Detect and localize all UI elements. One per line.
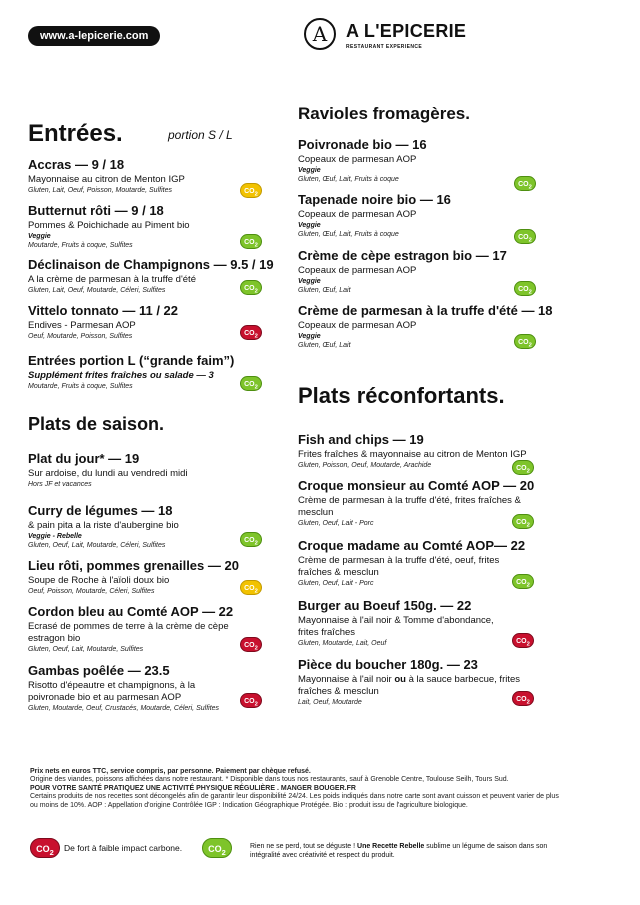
footer-health-note: POUR VOTRE SANTÉ PRATIQUEZ UNE ACTIVITÉ PHYSIQUE RÉGULIÈRE . MANGER BOUGER.FR [30,784,356,792]
item-description: Frites fraîches & mayonnaise au citron de Menton IGP [298,449,527,460]
co2-red-icon: $CO_2$ [240,325,262,340]
item-allergens: Hors JF et vacances [28,481,92,488]
item-description: Mayonnaise au citron de Menton IGP [28,174,185,185]
co2-yellow-icon: $CO_2$ [240,580,262,595]
item-allergens: Moutarde, Fruits à coque, Sulfites [28,383,133,390]
co2-red-icon: $CO_2$ [240,693,262,708]
co2-green-icon: $CO_2$ [514,176,536,191]
item-name: Vittelo tonnato — 11 / 22 [28,303,179,318]
item-allergens: Gluten, Œuf, Lait, Fruits à coque [298,231,399,238]
co2-red-icon: $CO_2$ [512,633,534,648]
item-allergens: Gluten, Moutarde, Oeuf, Crustacés, Moutarde, Céleri, Sulfites [28,705,220,712]
co2-green-icon: $CO_2$ [514,229,536,244]
menu-item [298,657,542,707]
website-url[interactable]: www.a-lepicerie.com [28,26,160,46]
item-allergens: Gluten, Œuf, Lait, Fruits à coque [298,176,399,183]
item-allergens: Gluten, Œuf, Lait [298,342,351,349]
veggie-label: Veggie [298,167,321,174]
co2-green-legend-icon: $CO_2$ [202,838,232,858]
item-description: Copeaux de parmesan AOP [298,209,417,220]
veggie-label: Veggie [298,222,321,229]
item-name: Pièce du boucher 180g. — 23 [298,657,478,672]
footer-origin-note: Origine des viandes, poissons affichées dans notre restaurant. * Disponible dans tous nos restaurants, sauf à Grenoble Centre, Toulouse Seilh, Tours Sud. [30,776,509,784]
item-description: Sur ardoise, du lundi au vendredi midi [28,468,188,479]
menu-item [298,538,530,588]
item-name: Butternut rôti — 9 / 18 [28,203,164,218]
co2-red-legend-icon: $CO_2$ [30,838,60,858]
co2-green-icon: $CO_2$ [512,574,534,589]
portion-note: portion S / L [168,128,233,142]
veggie-label: Veggie [298,333,321,340]
item-allergens: Oeuf, Moutarde, Poisson, Sulfites [28,333,133,340]
item-name: Accras — 9 / 18 [28,157,125,172]
item-allergens: Gluten, Oeuf, Lait - Porc [298,580,374,587]
item-name: Gambas poêlée — 23.5 [28,663,170,678]
item-name: Crème de cèpe estragon bio — 17 [298,248,507,263]
desc-part-bold: ou [394,674,406,685]
item-name: Croque madame au Comté AOP— 22 [298,538,526,553]
rebelle-part: sublime un légume de saison dans son intégralité avec créativité et respect du produit. [250,843,548,859]
footer-notes [30,768,562,810]
menu-item [28,663,238,713]
plats-reconfortants-title: Plats réconfortants. [298,383,505,408]
co2-green-icon: $CO_2$ [240,376,262,391]
item-allergens: Gluten, Oeuf, Lait, Moutarde, Céleri, Sulfites [28,542,166,549]
menu-item [298,598,510,648]
co2-green-icon: $CO_2$ [240,532,262,547]
rebelle-note [250,843,568,860]
desc-part: Mayonnaise à l'ail noir [298,674,395,685]
co2-red-icon: $CO_2$ [512,691,534,706]
co2-green-icon: $CO_2$ [240,234,262,249]
item-name: Plat du jour* — 19 [28,451,140,466]
item-name: Curry de légumes — 18 [28,503,173,518]
co2-green-icon: $CO_2$ [514,281,536,296]
co2-yellow-icon: $CO_2$ [240,183,262,198]
co2-red-icon: $CO_2$ [240,637,262,652]
co2-green-icon: $CO_2$ [240,280,262,295]
brand-name: A L'EPICERIE [346,21,467,41]
item-allergens: Oeuf, Poisson, Moutarde, Céleri, Sulfites [28,588,155,595]
menu-item [28,451,278,489]
ravioles-title: Ravioles fromagères. [298,104,470,123]
veggie-label: Veggie [298,278,321,285]
rebelle-part: Rien ne se perd, tout se déguste ! [250,843,358,850]
menu-item [28,604,256,654]
item-allergens: Moutarde, Fruits à coque, Sulfites [28,242,133,249]
item-name: Poivronade bio — 16 [298,137,427,152]
item-description: Crème de parmesan à la truffe d'été, frites fraîches & mesclun [298,495,521,518]
item-name: Croque monsieur au Comté AOP — 20 [298,478,535,493]
co2-green-icon: $CO_2$ [512,460,534,475]
item-description: Soupe de Roche à l'aïoli doux bio [28,575,170,586]
item-name: Cordon bleu au Comté AOP — 22 [28,604,234,619]
item-allergens: Gluten, Œuf, Lait [298,287,351,294]
item-description: Endives - Parmesan AOP [28,320,136,331]
item-allergens: Lait, Oeuf, Moutarde [298,699,362,706]
veggie-label: Veggie [28,233,51,240]
item-description: Risotto d'épeautre et champignons, à la poivronade bio et au parmesan AOP [28,680,196,703]
item-allergens: Gluten, Oeuf, Lait, Moutarde, Sulfites [28,646,144,653]
item-description: Mayonnaise à l'ail noir & Tomme d'abondance, frites fraîches [298,615,494,638]
item-name: Lieu rôti, pommes grenailles — 20 [28,558,239,573]
desc-part: à la sauce barbecue, frites fraîches & mesclun [298,674,521,697]
rebelle-part-bold: Une Recette Rebelle [357,843,425,850]
item-allergens: Gluten, Moutarde, Lait, Oeuf [298,640,387,647]
item-description: Pommes & Poichichade au Piment bio [28,220,190,231]
footer-price-note: Prix nets en euros TTC, service compris, par personne. Paiement par chèque refusé. [30,768,311,775]
footer-product-note: Certains produits de nos recettes sont décongelés afin de garantir leur disponibilité 24/24. Les poids indiqués dans notre carte sont avant cuisson et peuvent varier de plus ou moins de 10%. AOP : Appellation d'origine Contrôlée IGP : Indication Géographique Protégée. Bio : produit issu de l'agriculture biologique. [30,793,559,809]
brand-tagline: RESTAURANT EXPERIENCE [346,44,423,50]
co2-green-icon: $CO_2$ [512,514,534,529]
item-description: Supplément frites fraîches ou salade — 3 [28,370,214,381]
item-description: Copeaux de parmesan AOP [298,320,417,331]
item-description: Ecrasé de pommes de terre à la crème de cèpe estragon bio [28,621,229,644]
item-description: & pain pita a la riste d'aubergine bio [28,520,179,531]
item-name: Fish and chips — 19 [298,432,424,447]
entrees-title: Entrées. [28,120,123,147]
co2-green-icon: $CO_2$ [514,334,536,349]
item-name: Déclinaison de Champignons — 9.5 / 19 [28,257,274,272]
logo-mark: A [304,18,336,50]
item-description: Crème de parmesan à la truffe d'été, oeuf, frites fraîches & mesclun [298,555,500,578]
item-allergens: Gluten, Oeuf, Lait - Porc [298,520,374,527]
carbon-legend: De fort à faible impact carbone. [64,843,183,853]
item-description: A la crème de parmesan à la truffe d'été [28,274,196,285]
item-name: Entrées portion L (“grande faim”) [28,353,235,368]
item-allergens: Gluten, Lait, Oeuf, Poisson, Moutarde, Sulfites [28,187,172,194]
item-description [298,674,542,698]
item-allergens: Gluten, Poisson, Oeuf, Moutarde, Arachide [298,462,432,469]
menu-item [298,478,546,528]
menu-item [298,432,548,470]
veggie-label: Veggie - Rebelle [28,533,82,540]
plats-saison-title: Plats de saison. [28,414,165,434]
item-description: Copeaux de parmesan AOP [298,154,417,165]
item-name: Tapenade noire bio — 16 [298,192,451,207]
item-name: Burger au Boeuf 150g. — 22 [298,598,472,613]
item-name: Crème de parmesan à la truffe d'été — 18 [298,303,553,318]
item-description: Copeaux de parmesan AOP [298,265,417,276]
item-allergens: Gluten, Lait, Oeuf, Moutarde, Céleri, Sulfites [28,287,166,294]
